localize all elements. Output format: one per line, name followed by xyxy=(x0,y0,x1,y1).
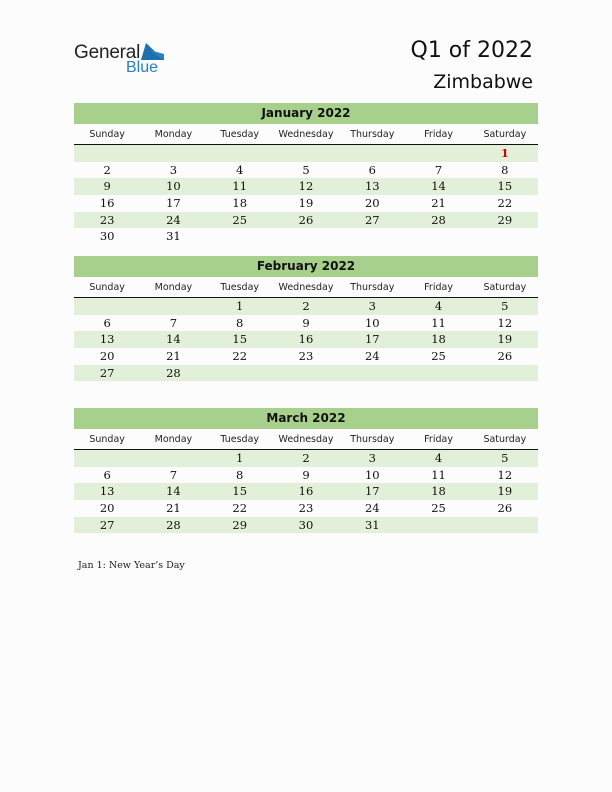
day-cell: 10 xyxy=(166,179,181,194)
day-cell: 10 xyxy=(364,315,380,330)
day-cell: 11 xyxy=(431,467,446,482)
week-row xyxy=(74,228,538,245)
empty-day-cell xyxy=(405,145,471,162)
weekday-label: Monday xyxy=(154,282,193,293)
logo-general-text: General xyxy=(74,42,141,63)
weekday-label: Sunday xyxy=(89,129,125,140)
weekday-label: Wednesday xyxy=(278,282,334,293)
day-cell: 23 xyxy=(298,501,314,516)
weekday-header-row xyxy=(74,126,538,145)
week-row xyxy=(74,348,538,365)
day-cell: 28 xyxy=(166,365,181,380)
empty-day-cell xyxy=(140,298,206,315)
day-cell: 18 xyxy=(431,332,446,347)
day-cell: 15 xyxy=(497,179,513,194)
day-cell: 4 xyxy=(236,162,244,177)
day-cell: 1 xyxy=(236,451,244,465)
day-cell: 10 xyxy=(364,467,380,482)
day-cell: 27 xyxy=(364,212,380,227)
day-cell: 31 xyxy=(364,517,380,532)
day-cell: 18 xyxy=(431,484,446,499)
empty-day-cell xyxy=(140,450,206,467)
logo-flag-icon xyxy=(141,43,164,60)
day-cell: 14 xyxy=(166,332,181,347)
weekday-label: Thursday xyxy=(350,282,395,293)
month-title: March 2022 xyxy=(74,408,538,429)
day-cell: 2 xyxy=(302,451,310,465)
empty-day-cell xyxy=(273,145,339,162)
weekday-label: Wednesday xyxy=(278,434,334,445)
day-cell: 29 xyxy=(232,517,248,532)
day-cell: 21 xyxy=(166,501,181,516)
day-cell: 26 xyxy=(497,501,513,516)
day-cell: 25 xyxy=(232,212,248,227)
weekday-label: Monday xyxy=(154,129,193,140)
empty-day-cell xyxy=(405,228,471,245)
day-cell: 22 xyxy=(232,349,248,364)
week-row xyxy=(74,483,538,500)
week-row xyxy=(74,315,538,332)
day-cell: 31 xyxy=(166,229,181,244)
day-cell: 14 xyxy=(431,179,446,194)
month-title: February 2022 xyxy=(74,256,538,277)
empty-day-cell xyxy=(339,145,405,162)
day-cell: 28 xyxy=(431,212,446,227)
empty-day-cell xyxy=(207,365,273,382)
day-cell: 26 xyxy=(497,349,513,364)
week-row xyxy=(74,178,538,195)
day-cell: 24 xyxy=(364,349,380,364)
day-cell: 17 xyxy=(364,332,380,347)
day-cell: 24 xyxy=(364,501,380,516)
empty-day-cell xyxy=(74,450,140,467)
day-cell: 20 xyxy=(364,196,380,211)
week-row xyxy=(74,195,538,212)
day-cell: 16 xyxy=(298,484,314,499)
day-cell: 12 xyxy=(298,179,314,194)
day-cell: 13 xyxy=(364,179,380,194)
day-cell: 11 xyxy=(232,179,248,194)
week-row xyxy=(74,467,538,484)
day-cell: 22 xyxy=(232,501,248,516)
weekday-label: Thursday xyxy=(350,129,395,140)
empty-day-cell xyxy=(74,145,140,162)
day-cell: 9 xyxy=(302,467,310,482)
day-cell: 25 xyxy=(431,501,446,516)
weekday-label: Friday xyxy=(424,434,453,445)
day-cell: 5 xyxy=(501,451,509,465)
weekday-header-row xyxy=(74,431,538,450)
weekday-label: Saturday xyxy=(483,282,527,293)
day-cell: 20 xyxy=(99,349,115,364)
weekday-label: Saturday xyxy=(483,434,527,445)
weekday-label: Sunday xyxy=(89,434,125,445)
day-cell: 15 xyxy=(232,332,248,347)
day-cell: 6 xyxy=(368,162,376,177)
logo xyxy=(74,42,174,76)
day-cell: 8 xyxy=(236,315,244,330)
day-cell: 7 xyxy=(169,315,178,330)
day-cell: 18 xyxy=(232,196,248,211)
day-cell: 28 xyxy=(166,517,181,532)
empty-day-cell xyxy=(207,228,273,245)
weekday-header-row xyxy=(74,279,538,298)
day-cell: 11 xyxy=(431,315,446,330)
day-cell: 27 xyxy=(99,365,115,380)
empty-day-cell xyxy=(339,228,405,245)
empty-day-cell xyxy=(74,298,140,315)
weekday-label: Saturday xyxy=(483,129,527,140)
day-cell: 8 xyxy=(501,162,509,177)
empty-day-cell xyxy=(472,517,538,534)
day-cell: 7 xyxy=(169,467,178,482)
day-cell: 21 xyxy=(166,349,181,364)
empty-day-cell xyxy=(405,365,471,382)
day-cell: 27 xyxy=(99,517,115,532)
week-row xyxy=(74,212,538,229)
day-cell: 29 xyxy=(497,212,513,227)
day-cell: 6 xyxy=(103,315,111,330)
week-row xyxy=(74,331,538,348)
day-cell: 16 xyxy=(298,332,314,347)
weekday-label: Tuesday xyxy=(220,434,260,445)
weekday-label: Friday xyxy=(424,282,453,293)
day-cell: 13 xyxy=(99,332,115,347)
day-cell: 5 xyxy=(302,162,310,177)
week-row xyxy=(74,500,538,517)
day-cell: 19 xyxy=(497,332,513,347)
week-row xyxy=(74,145,538,162)
day-cell: 7 xyxy=(434,162,443,177)
day-cell: 3 xyxy=(368,451,376,465)
day-cell: 26 xyxy=(298,212,314,227)
day-cell: 1 xyxy=(236,299,244,313)
weekday-label: Tuesday xyxy=(220,129,260,140)
day-cell: 2 xyxy=(103,162,111,177)
holiday-note: Jan 1: New Year’s Day xyxy=(78,560,185,571)
day-cell: 23 xyxy=(298,349,314,364)
day-cell: 16 xyxy=(99,196,115,211)
weekday-label: Wednesday xyxy=(278,129,334,140)
day-cell: 19 xyxy=(497,484,513,499)
day-cell: 30 xyxy=(298,517,314,532)
weekday-label: Monday xyxy=(154,434,193,445)
day-cell: 25 xyxy=(431,349,446,364)
month-calendar-january xyxy=(74,103,538,245)
day-cell: 3 xyxy=(169,162,178,177)
empty-day-cell xyxy=(140,145,206,162)
day-cell: 24 xyxy=(166,212,181,227)
day-cell: 4 xyxy=(434,451,443,465)
day-cell: 9 xyxy=(103,179,111,194)
weekday-label: Thursday xyxy=(350,434,395,445)
weekday-label: Friday xyxy=(424,129,453,140)
day-cell: 15 xyxy=(232,484,248,499)
day-cell: 17 xyxy=(364,484,380,499)
day-cell: 20 xyxy=(99,501,115,516)
empty-day-cell xyxy=(207,145,273,162)
empty-day-cell xyxy=(273,365,339,382)
day-cell: 30 xyxy=(99,229,115,244)
week-row xyxy=(74,298,538,315)
day-cell: 12 xyxy=(497,315,513,330)
day-cell: 22 xyxy=(497,196,513,211)
day-cell: 14 xyxy=(166,484,181,499)
weekday-label: Tuesday xyxy=(220,282,260,293)
week-row xyxy=(74,162,538,179)
day-cell: 19 xyxy=(298,196,314,211)
empty-day-cell xyxy=(472,228,538,245)
week-row xyxy=(74,517,538,534)
day-cell: 21 xyxy=(431,196,446,211)
month-calendar-march xyxy=(74,408,538,533)
day-cell: 23 xyxy=(99,212,115,227)
week-row xyxy=(74,450,538,467)
day-cell: 1 xyxy=(500,146,509,160)
day-cell: 8 xyxy=(236,467,244,482)
day-cell: 13 xyxy=(99,484,115,499)
country-name: Zimbabwe xyxy=(433,71,533,93)
week-row xyxy=(74,365,538,382)
month-calendar-february xyxy=(74,256,538,381)
month-title: January 2022 xyxy=(74,103,538,124)
day-cell: 9 xyxy=(302,315,310,330)
empty-day-cell xyxy=(405,517,471,534)
day-cell: 4 xyxy=(434,299,443,313)
logo-blue-text: Blue xyxy=(126,59,159,76)
page-title: Q1 of 2022 xyxy=(410,38,533,63)
day-cell: 17 xyxy=(166,196,181,211)
day-cell: 5 xyxy=(501,299,509,313)
weekday-label: Sunday xyxy=(89,282,125,293)
empty-day-cell xyxy=(339,365,405,382)
empty-day-cell xyxy=(273,228,339,245)
day-cell: 3 xyxy=(368,299,376,313)
empty-day-cell xyxy=(472,365,538,382)
day-cell: 12 xyxy=(497,467,513,482)
day-cell: 6 xyxy=(103,467,111,482)
day-cell: 2 xyxy=(302,299,310,313)
